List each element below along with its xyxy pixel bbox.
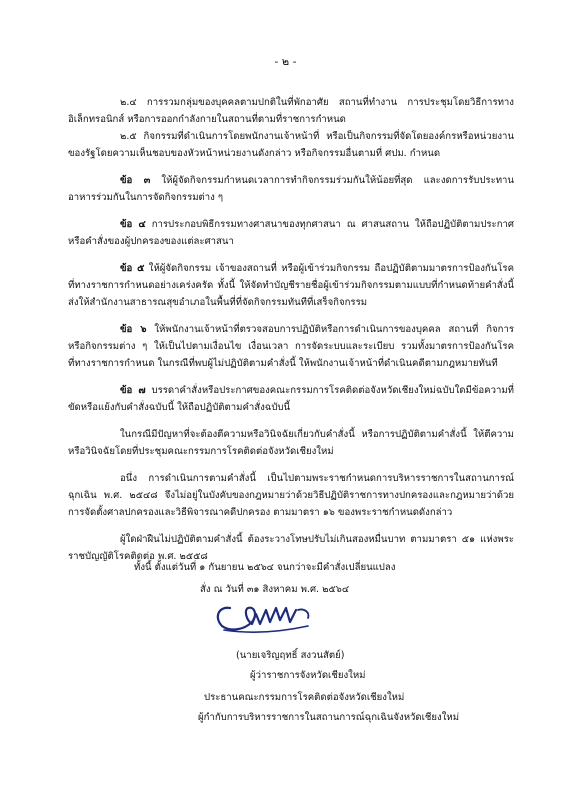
signature-image	[200, 596, 330, 636]
interpretation-paragraph: ในกรณีมีปัญหาที่จะต้องตีความหรือวินิจฉัยเกี่ยวกับคำสั่งนี้ หรือการปฏิบัติตามคำสั่งนี้ ให้ตีความหรือวินิจฉัยโดยที่ประชุมคณะกรรมการโรคติดต่อจังหวัดเชียงใหม่	[68, 429, 514, 457]
penalty-paragraph: ผู้ใดฝ่าฝืนไม่ปฏิบัติตามคำสั่งนี้ ต้องระวางโทษปรับไม่เกินสองหมื่นบาท ตามมาตรา ๕๑ แห่งพระราชบัญญัติโรคติดต่อ พ.ศ. ๒๕๕๘	[68, 534, 514, 562]
clause-5-number: ข้อ ๕	[120, 263, 145, 274]
clause-2-5: ๒.๕ กิจกรรมที่ดำเนินการโดยพนักงานเจ้าหน้าที่ หรือเป็นกิจกรรมที่จัดโดยองค์กรหรือหน่วยงานของรัฐโดยความเห็นชอบของหัวหน้าหน่วยงานดังกล่าว หรือกิจกรรมอื่นตามที่ ศปม. กำหนด	[68, 131, 514, 159]
clause-6-number: ข้อ ๖	[120, 324, 147, 335]
signer-title-chair: ประธานคณะกรรมการโรคติดต่อจังหวัดเชียงใหม่	[204, 692, 405, 703]
clause-7: ข้อ ๗ บรรดาคำสั่งหรือประกาศของคณะกรรมการโรคติดต่อจังหวัดเชียงใหม่ฉบับใดมีข้อความที่ขัดหรือแย้งกับคำสั่งฉบับนี้ ให้ถือปฏิบัติตามคำสั่งฉบับนี้	[68, 385, 514, 413]
order-date: สั่ง ณ วันที่ ๓๑ สิงหาคม พ.ศ. ๒๕๖๔	[200, 584, 350, 595]
clause-2-4: ๒.๔ การรวมกลุ่มของบุคคลตามปกติในที่พักอาศัย สถานที่ทำงาน การประชุมโดยวิธีการทางอิเล็กทรอนิกส์ หรือการออกกำลังกายในสถานที่ตามที่ราชการกำหนด	[68, 97, 514, 125]
signer-title-governor: ผู้ว่าราชการจังหวัดเชียงใหม่	[250, 670, 366, 681]
clause-4: ข้อ ๔ การประกอบพิธีกรรมทางศาสนาของทุกศาสนา ณ ศาสนสถาน ให้ถือปฏิบัติตามประกาศหรือคำสั่งของผู้ปกครองของแต่ละศาสนา	[68, 219, 514, 247]
clause-4-number: ข้อ ๔	[120, 219, 146, 230]
clause-3-number: ข้อ ๓	[120, 175, 151, 186]
order-body	[68, 94, 514, 565]
clause-7-number: ข้อ ๗	[120, 385, 146, 396]
signer-title-emergency: ผู้กำกับการบริหารราชการในสถานการณ์ฉุกเฉินจังหวัดเชียงใหม่	[198, 712, 460, 723]
effective-date: ทั้งนี้ ตั้งแต่วันที่ ๑ กันยายน ๒๕๖๔ จนกว่าจะมีคำสั่งเปลี่ยนแปลง	[134, 562, 396, 573]
clause-3: ข้อ ๓ ให้ผู้จัดกิจกรรมกำหนดเวลาการทำกิจกรรมร่วมกันให้น้อยที่สุด และงดการรับประทานอาหารร่วมกันในการจัดกิจกรรมต่าง ๆ	[68, 175, 514, 203]
clause-6: ข้อ ๖ ให้พนักงานเจ้าหน้าที่ตรวจสอบการปฏิบัติหรือการดำเนินการของบุคคล สถานที่ กิจการ หรือกิจกรรมต่าง ๆ ให้เป็นไปตามเงื่อนไข เงื่อนเวลา การจัดระบบและระเบียบ รวมทั้งมาตรการป้องกันโรคที่ทางราชการกำหนด ในกรณีที่พบผู้ไม่ปฏิบัติตามคำสั่งนี้ ให้พนักงานเจ้าหน้าที่ดำเนินคดีตามกฎหมายทันที	[68, 324, 514, 369]
signer-name: (นายเจริญฤทธิ์ สงวนสัตย์)	[236, 650, 345, 661]
legal-basis-paragraph: อนึ่ง การดำเนินการตามคำสั่งนี้ เป็นไปตามพระราชกำหนดการบริหารราชการในสถานการณ์ฉุกเฉิน พ.ศ. ๒๕๔๘ จึงไม่อยู่ในบังคับของกฎหมายว่าด้วยวิธีปฏิบัติราชการทางปกครองและกฎหมายว่าด้วยการจัดตั้งศาลปกครองและวิธีพิจารณาคดีปกครอง ตามมาตรา ๑๖ ของพระราชกำหนดดังกล่าว	[68, 473, 514, 518]
page-number: - ๒ -	[274, 55, 297, 68]
clause-5: ข้อ ๕ ให้ผู้จัดกิจกรรม เจ้าของสถานที่ หรือผู้เข้าร่วมกิจกรรม ถือปฏิบัติตามมาตรการป้องกันโรคที่ทางราชการกำหนดอย่างเคร่งครัด ทั้งนี้ ให้จัดทำบัญชีรายชื่อผู้เข้าร่วมกิจกรรมตามแบบที่กำหนดท้ายคำสั่งนี้ ส่งให้สำนักงานสาธารณสุขอำเภอในพื้นที่ที่จัดกิจกรรมทันทีที่เสร็จกิจกรรม	[68, 263, 514, 308]
